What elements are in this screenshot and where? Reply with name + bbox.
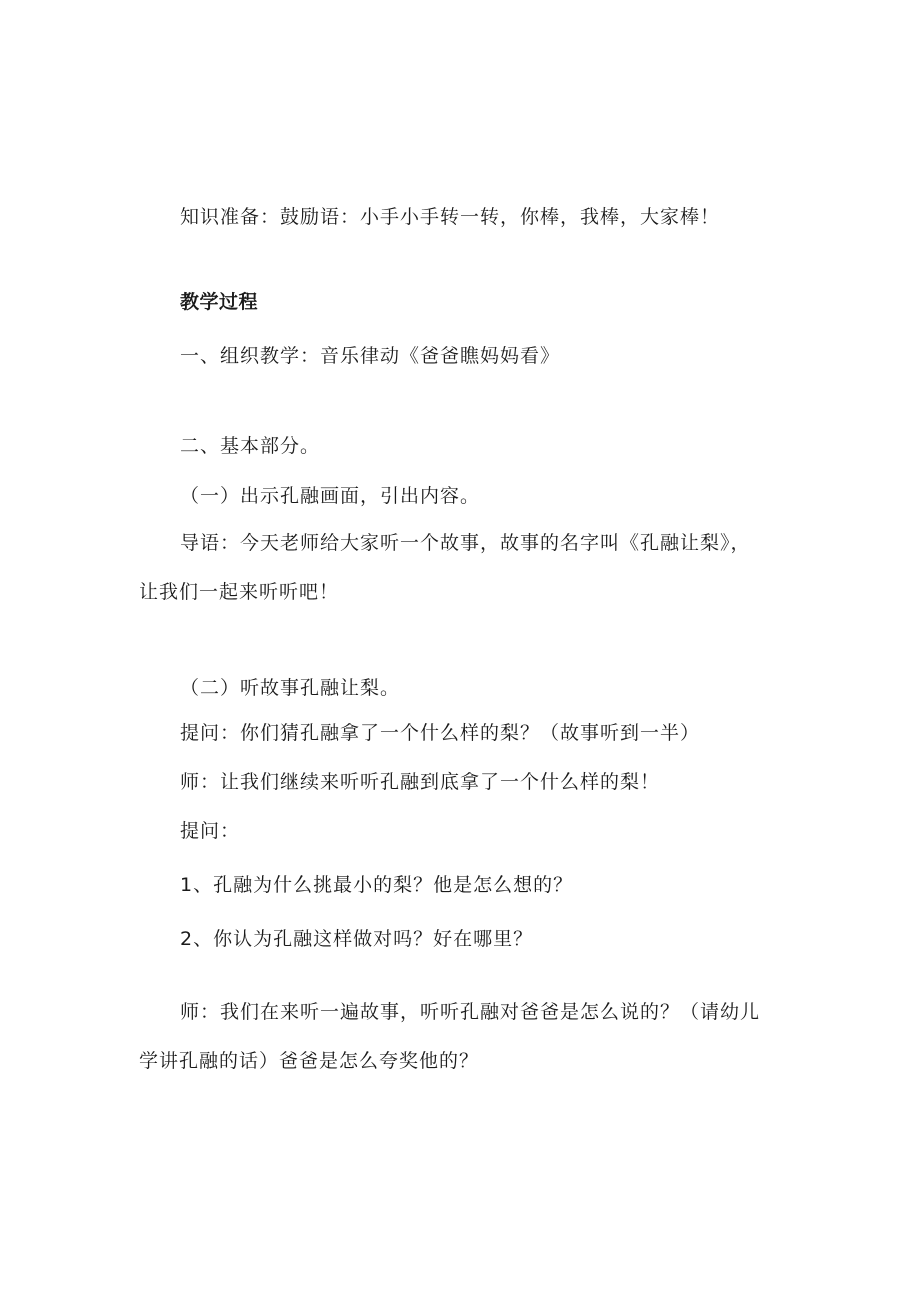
teacher-text-line-1: 师：让我们继续来听听孔融到底拿了一个什么样的梨！ bbox=[180, 771, 661, 793]
section-two-text: 二、基本部分。 bbox=[180, 435, 321, 457]
section-one-text: 一、组织教学：音乐律动《爸爸瞧妈妈看》 bbox=[180, 345, 561, 367]
teacher-text-line-2b: 学讲孔融的话）爸爸是怎么夸奖他的？ bbox=[139, 1050, 480, 1072]
process-heading: 教学过程 bbox=[180, 291, 259, 313]
question-label: 提问： bbox=[180, 820, 241, 842]
subsection-two-text: （二）听故事孔融让梨。 bbox=[180, 677, 401, 699]
teacher-text-line-2a: 师：我们在来听一遍故事，听听孔融对爸爸是怎么说的？（请幼儿 bbox=[180, 1001, 761, 1023]
subsection-one-text: （一）出示孔融画面，引出内容。 bbox=[180, 485, 481, 507]
question-text: 提问：你们猜孔融拿了一个什么样的梨？（故事听到一半） bbox=[180, 722, 701, 744]
question-item-2: 2、你认为孔融这样做对吗？好在哪里？ bbox=[180, 928, 534, 950]
knowledge-prep-text: 知识准备：鼓励语：小手小手转一转，你棒，我棒，大家棒！ bbox=[180, 206, 721, 228]
intro-text-line-2: 让我们一起来听听吧！ bbox=[139, 581, 340, 603]
intro-text-line-1: 导语：今天老师给大家听一个故事，故事的名字叫《孔融让梨》， bbox=[180, 532, 751, 554]
question-item-1: 1、孔融为什么挑最小的梨？他是怎么想的？ bbox=[180, 874, 574, 896]
